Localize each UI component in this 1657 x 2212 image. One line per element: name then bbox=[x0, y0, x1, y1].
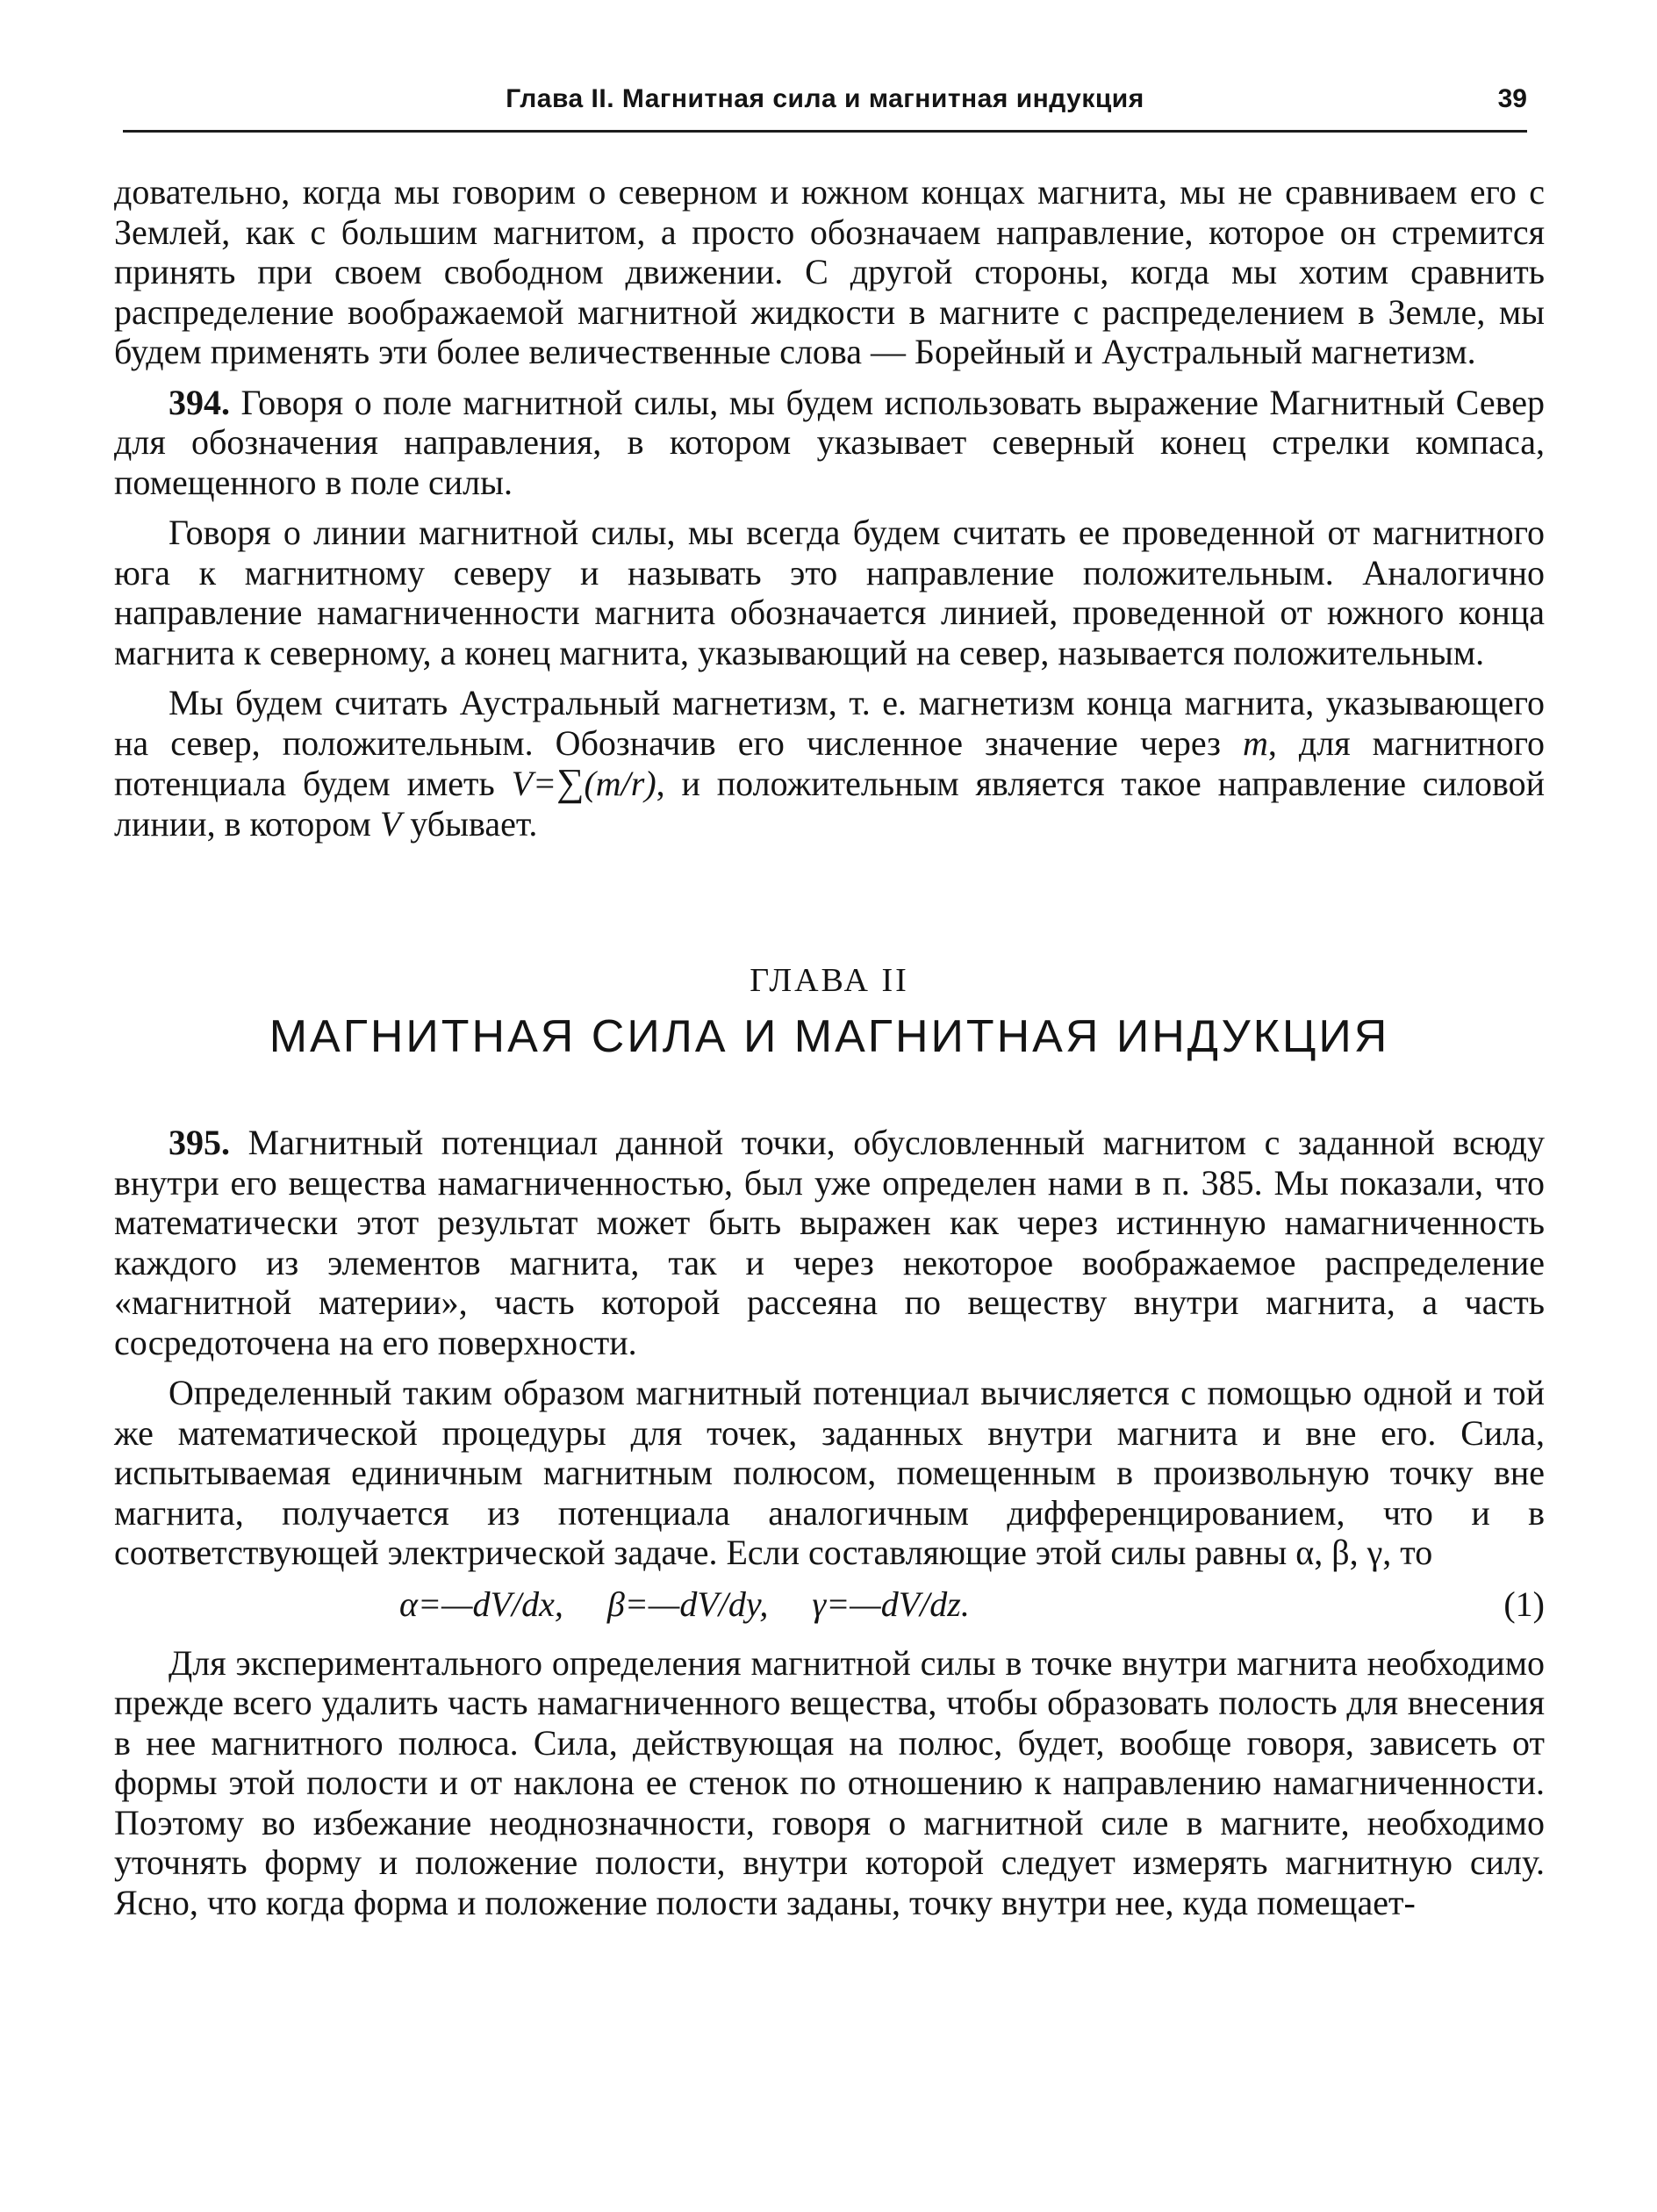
equation-body: α=—dV/dx, β=—dV/dy, γ=—dV/dz. bbox=[399, 1584, 970, 1624]
paragraph-text: Говоря о поле магнитной силы, мы будем использовать выражение Магнитный Север для обозначения направления, в котором указывает северный конец стрелки компаса, помещенного в поле силы. bbox=[114, 382, 1545, 502]
paragraph-text: убывает. bbox=[401, 803, 538, 844]
formula-fraction: (m/r) bbox=[584, 764, 656, 803]
paragraph-text: довательно, когда мы говорим о северном и южном концах магнита, мы не сравниваем его с Землей, как с большим магнитом, а просто обозначаем направление, которое он стремится принять при своем свободном движении. С другой стороны, когда мы хотим сравнить распределение воображаемой магнитной жидкости в магните с распределением в Земле, мы будем применять эти более величественные слова — Борейный и Аустральный магнетизм. bbox=[114, 172, 1545, 371]
paragraph-text: , и положительным является такое направление силовой линии, в котором bbox=[114, 764, 1545, 844]
paragraph-potential bbox=[114, 1373, 1545, 1573]
paragraph-394 bbox=[114, 383, 1545, 503]
paragraph-text: Магнитный потенциал данной точки, обусловленный магнитом с заданной всюду внутри его вещества намагниченностью, был уже определен нами в п. 385. Мы показали, что математически этот результат может быть выражен как через истинную намагниченность каждого из элементов магнита, так и через некоторое воображаемое распределение «магнитной материи», часть которой рассеяна по веществу внутри магнита, а часть сосредоточена на его поверхности. bbox=[114, 1123, 1545, 1362]
paragraph-text: , для магнитного потенциала будем иметь bbox=[114, 722, 1545, 803]
chapter-title: МАГНИТНАЯ СИЛА И МАГНИТНАЯ ИНДУКЦИЯ bbox=[269, 1011, 1390, 1062]
paragraph-395 bbox=[114, 1123, 1545, 1362]
chapter-label: ГЛАВА II bbox=[750, 962, 909, 999]
paragraph-continuation bbox=[114, 172, 1545, 372]
running-header bbox=[123, 74, 1527, 133]
paragraph-text: Определенный таким образом магнитный потенциал вычисляется с помощью одной и той же математической процедуры для точек, заданных внутри магнита и вне его. Сила, испытываемая единичным магнитным полюсом, помещенным в произвольную точку вне магнита, получается из потенциала аналогичным дифференцированием, что и в соответствующей электрической задаче. Если составляющие этой силы равны α, β, γ, то bbox=[114, 1373, 1545, 1572]
paragraph-text: Для экспериментального определения магнитной силы в точке внутри магнита необходимо прежде всего удалить часть намагниченного вещества, чтобы образовать полость для внесения в нее магнитного полюса. Сила, действующая на полюс, будет, вообще говоря, зависеть от формы этой полости и от наклона ее стенок по отношению к направлению намагниченности. Поэтому во избежание неоднозначности, говоря о магнитной силе в магните, необходимо уточнять форму и положение полости, внутри которой следует измерять магнитную силу. Ясно, что когда форма и положение полости заданы, точку внутри нее, куда помещает- bbox=[114, 1642, 1545, 1922]
symbol-v: V bbox=[379, 803, 402, 844]
paragraph-experimental bbox=[114, 1643, 1545, 1923]
running-title: Глава II. Магнитная сила и магнитная индукция bbox=[506, 84, 1144, 113]
equation-number: (1) bbox=[1503, 1584, 1545, 1624]
section-number: 395. bbox=[169, 1123, 230, 1162]
paragraph-austral bbox=[114, 683, 1545, 844]
chapter-section bbox=[114, 961, 1545, 1933]
section-number: 394. bbox=[169, 382, 230, 422]
equation-1 bbox=[114, 1584, 1545, 1627]
page-number: 39 bbox=[1497, 84, 1527, 113]
paragraph-text: Мы будем считать Аустральный магнетизм, т. е. магнетизм конца магнита, указывающего на север, положительным. Обозначив его численное значение через bbox=[114, 683, 1545, 763]
paragraph-field-lines bbox=[114, 513, 1545, 672]
sum-sign: ∑ bbox=[556, 761, 585, 804]
formula-v: V= bbox=[511, 764, 557, 803]
symbol-m: m bbox=[1242, 722, 1268, 763]
paragraph-text: Говоря о линии магнитной силы, мы всегда будем считать ее проведенной от магнитного юга к магнитному северу и называть это направление положительным. Аналогично направление намагниченности магнита обозначается линией, проведенной от южного конца магнита к северному, а конец магнита, указывающий на север, называется положительным. bbox=[114, 513, 1545, 672]
text-block-top bbox=[114, 172, 1545, 854]
